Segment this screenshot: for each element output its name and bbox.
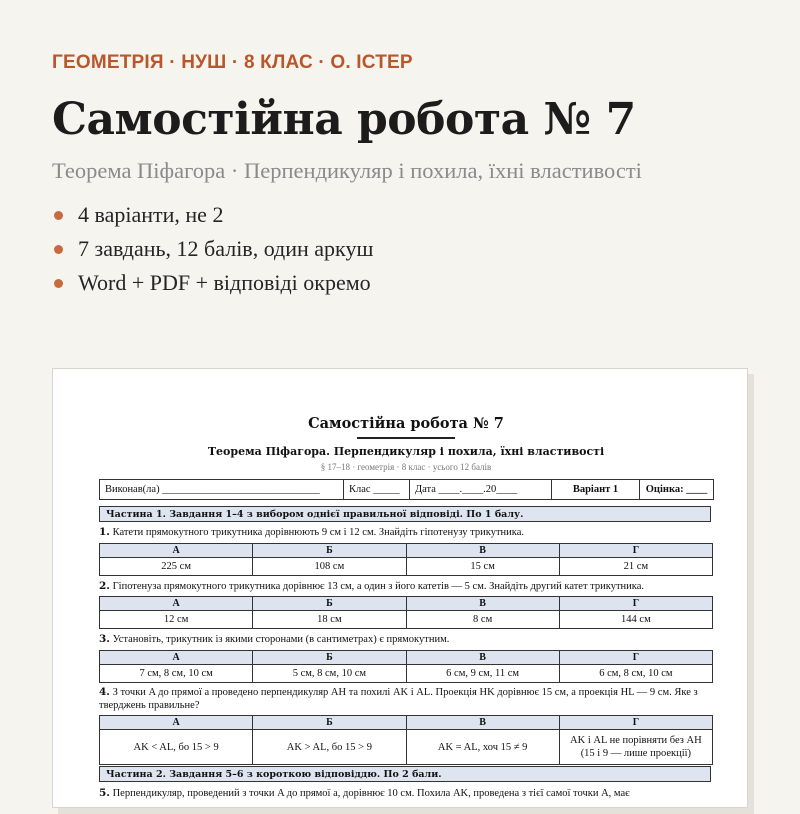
bullet-dot-icon (54, 211, 63, 220)
option-header: А (100, 597, 253, 611)
option-header: Г (559, 544, 712, 558)
document-title: Самостійна робота № 7 (308, 415, 504, 432)
feature-item (52, 201, 373, 235)
question (99, 580, 713, 593)
question (99, 787, 713, 800)
score-field: Оцінка: ____ (640, 480, 714, 500)
feature-item (52, 235, 373, 269)
name-field: Виконав(ла) ______________________________ (100, 480, 344, 500)
question-text: Перпендикуляр, проведений з точки A до прямої a, дорівнює 10 см. Похила AK, проведена з тієї самої точки A, має (112, 788, 630, 799)
question-text: Катети прямокутного трикутника дорівнюють 9 см і 12 см. Знайдіть гіпотенузу трикутника. (112, 527, 525, 538)
option-header: Б (253, 597, 406, 611)
option-header: В (406, 597, 559, 611)
title-underline (357, 437, 455, 439)
option-value: 21 см (559, 558, 712, 576)
page-subtitle: Теорема Піфагора · Перпендикуляр і похила, їхні властивості (52, 158, 642, 183)
feature-text: 4 варіанти, не 2 (78, 202, 224, 227)
question-number: 3. (99, 633, 110, 645)
page-title: Самостійна робота № 7 (52, 94, 636, 145)
option-value: 108 см (253, 558, 406, 576)
feature-text: 7 завдань, 12 балів, один аркуш (78, 236, 374, 261)
question-number: 4. (99, 686, 110, 698)
question (99, 686, 713, 712)
option-value: 15 см (406, 558, 559, 576)
option-value: 144 см (559, 611, 712, 629)
option-value: 225 см (100, 558, 253, 576)
question-number: 1. (99, 526, 110, 538)
question-text: З точки A до прямої a проведено перпендикуляр AH та похилі AK і AL. Проекція HK дорівнює 15 см, а проекція HL — 9 см. Яке з тверджень правильне? (99, 687, 698, 711)
option-header: А (100, 716, 253, 730)
option-header: Б (253, 651, 406, 665)
option-header: Г (559, 716, 712, 730)
bullet-dot-icon (54, 279, 63, 288)
options-table (99, 543, 713, 576)
options-table (99, 596, 713, 629)
section-header: Частина 1. Завдання 1–4 з вибором однієї правильної відповіді. По 1 балу. (99, 506, 711, 522)
option-header: А (100, 544, 253, 558)
section-header: Частина 2. Завдання 5–6 з короткою відповіддю. По 2 бали. (99, 766, 711, 782)
option-header: Г (559, 597, 712, 611)
option-value: 5 см, 8 см, 10 см (253, 665, 406, 683)
student-info-table (99, 479, 714, 500)
question-number: 2. (99, 580, 110, 592)
document-meta: § 17–18 · геометрія · 8 клас · усього 12 балів (320, 462, 492, 472)
option-value: 7 см, 8 см, 10 см (100, 665, 253, 683)
option-header: Б (253, 544, 406, 558)
option-header: Г (559, 651, 712, 665)
option-header: В (406, 716, 559, 730)
feature-list (52, 201, 373, 303)
option-value: 18 см (253, 611, 406, 629)
options-table (99, 715, 713, 765)
option-value: AK = AL, хоч 15 ≠ 9 (406, 730, 559, 765)
option-header: В (406, 544, 559, 558)
option-header: Б (253, 716, 406, 730)
document-preview (52, 368, 748, 808)
option-value: AK і AL не порівняти без AH (15 і 9 — лише проекції) (559, 730, 712, 765)
feature-item (52, 269, 373, 303)
option-value: 6 см, 9 см, 11 см (406, 665, 559, 683)
options-table (99, 650, 713, 683)
document-subtitle: Теорема Піфагора. Перпендикуляр і похила, їхні властивості (207, 445, 605, 458)
option-header: А (100, 651, 253, 665)
option-header: В (406, 651, 559, 665)
class-field: Клас _____ (344, 480, 410, 500)
question (99, 526, 713, 539)
question-number: 5. (99, 787, 110, 799)
option-value: 12 см (100, 611, 253, 629)
eyebrow-label: ГЕОМЕТРІЯ · НУШ · 8 КЛАС · О. ІСТЕР (52, 52, 413, 73)
option-value: 8 см (406, 611, 559, 629)
question-text: Гіпотенуза прямокутного трикутника дорівнює 13 см, а один з його катетів — 5 см. Знайдіть другий катет трикутника. (112, 581, 645, 592)
variant-label: Варіант 1 (552, 480, 640, 500)
question-text: Установіть, трикутник із якими сторонами (в сантиметрах) є прямокутним. (112, 634, 450, 645)
question (99, 633, 713, 646)
option-value: AK < AL, бо 15 > 9 (100, 730, 253, 765)
option-value: 6 см, 8 см, 10 см (559, 665, 712, 683)
date-field: Дата ____.____.20____ (410, 480, 552, 500)
feature-text: Word + PDF + відповіді окремо (78, 270, 371, 295)
option-value: AK > AL, бо 15 > 9 (253, 730, 406, 765)
bullet-dot-icon (54, 245, 63, 254)
